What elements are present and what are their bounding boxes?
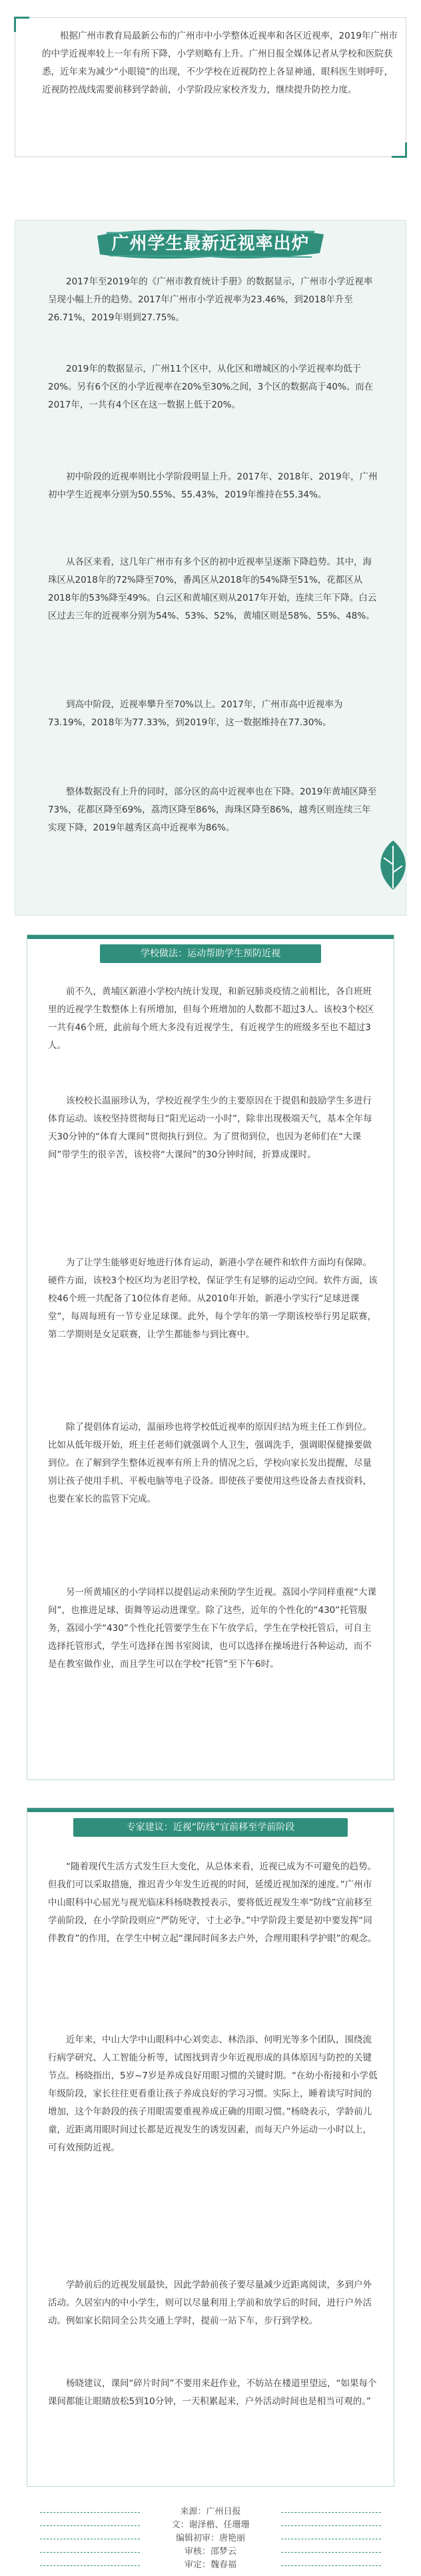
section2-paragraph-3: 学龄前后的近视发展最快，因此学龄前孩子要尽量减少近距离阅读，多到户外活动。久居室内的中小学生，则可以尽量利用上学前和放学后的时间，进行户外活动。例如家长陪同全公共交通上学时，提前一站下车，步行到学校。 <box>48 2280 372 2326</box>
corner-decoration-icon <box>14 17 29 32</box>
section1-paragraph-5: 另一所黄埔区的小学同样以提倡运动来预防学生近视。荔园小学同样重视“大课间”，也推进足球、街舞等运动进课堂。除了这些，近年的个性化的“430”托管服务，荔园小学“430”个性化托管要学生在下午放学后，学生在学校托管后，可自主选择托管形式，学生可选择在图书室阅读，也可以选择在操场进行各种运动，而不是在教室做作业，而且学生可以在学校“托管”至下午6时。 <box>48 1587 376 1670</box>
main-paragraph-4: 从各区来看，这几年广州市有多个区的初中近视率呈逐渐下降趋势。其中，海珠区从2018年的72%降至70%，番禺区从2018年的54%降至51%，花都区从2018年的53%降至49%。白云区和黄埔区则从2017年开始，连续三年下降。白云区过去三年的近视率分别为54%、53%、52%，黄埔区则是58%、55%、48%。 <box>48 557 377 621</box>
main-paragraph-5: 到高中阶段，近视率攀升至70%以上。2017年，广州市高中近视率为73.19%，2018年为77.33%，到2019年，这一数据维持在77.30%。 <box>48 699 343 728</box>
section1-paragraph-4: 除了提倡体育运动，温丽珍也将学校低近视率的原因归结为班主任工作到位。比如从低年级开始，班主任老师们就强调个人卫生，强调洗手，强调眼保健操要做到位。在了解到学生整体近视率有所上升的情况之后，学校向家长发出提醒，尽量别让孩子使用手机、平板电脑等电子设备。即使孩子要使用这些设备去查找资料，也要在家长的监管下完成。 <box>48 1422 372 1504</box>
section-top-bar <box>27 935 394 939</box>
main-title: 广州学生最新近视率出炉 <box>111 234 310 254</box>
section2-paragraph-2: 近年来，中山大学中山眼科中心刘奕志、林浩添、何明光等多个团队，围绕流行病学研究、人工智能分析等，试图找到青少年近视形成的具体原因与防控的关键节点。杨晓指出，5岁~7岁是养成良好用眼习惯的关键时期。“在幼小衔接和小学低年级阶段，家长往往更看重让孩子养成良好的学习习惯。实际上，睡着读写时间的增加，这个年龄段的孩子用眼需要重视养成正确的用眼习惯。”杨晓表示，学龄前儿童，近距离用眼时间过长都是近视发生的诱发因素，而每天户外运动一小时以上，可有效预防近视。 <box>48 2035 378 2153</box>
section2-heading <box>73 1818 348 1837</box>
section2-heading-label: 专家建议：近视“防线”宜前移至学前阶段 <box>73 1818 348 1837</box>
footer-editor: 编辑初审：唐艳丽 <box>175 2533 245 2543</box>
footer-source: 来源：广州日报 <box>180 2507 241 2517</box>
section-top-bar <box>27 1808 394 1812</box>
section2-paragraph-4: 杨晓建议，课间“碎片时间”不要用来赶作业，不妨站在楼道里望远，“如果每个课间都能让眼睛放松5到10分钟，一天积累起来，户外活动时间也是相当可观的。” <box>48 2378 377 2407</box>
footer-review: 审核：邵梦云 <box>184 2547 236 2557</box>
main-paragraph-2: 2019年的数据显示，广州11个区中，从化区和增城区的小学近视率均低于20%。另有6个区的小学近视率在20%至30%之间，3个区的数据高于40%。而在2017年，一共有4个区在这一数据上低于20%。 <box>48 364 374 410</box>
intro-box <box>15 17 406 157</box>
leaf-icon <box>373 838 413 891</box>
section1-heading-label: 学校做法：运动帮助学生预防近视 <box>100 944 321 963</box>
section1-paragraph-1: 前不久，黄埔区新港小学校内统计发现，和新冠肺炎疫情之前相比，各自班班里的近视学生数整体上有所增加，但每个班增加的人数都不超过3人。该校3个校区一共有46个班，此前每个班大多没有近视学生，有近视学生的班级多至也不超过3人。 <box>48 986 374 1051</box>
section1-heading <box>100 944 321 963</box>
section1-paragraph-3: 为了让学生能够更好地进行体育运动，新港小学在硬件和软件方面均有保障。硬件方面，该校3个校区均为老旧学校，保证学生有足够的运动空间。软件方面，该校46个班一共配备了10位体育老师。从2010年开始，新港小学实行“足球进课堂”，每周每班有一节专业足球课。此外，每个学年的第一学期该校举行男足联赛，第二学期则是女足联赛，让学生都能参与到比赛中。 <box>48 1257 378 1340</box>
main-paragraph-1: 2017年至2019年的《广州市教育统计手册》的数据显示，广州市小学近视率呈现小幅上升的趋势。2017年广州市小学近视率为23.46%，到2018年升至26.71%，2019年则到27.75%。 <box>48 276 373 323</box>
corner-decoration-icon <box>392 143 407 158</box>
section1-paragraph-2: 该校校长温丽珍认为，学校近视学生少的主要原因在于提倡和鼓励学生多进行体育运动。该校坚持贯彻每日“阳光运动一小时”，除非出现极端天气，基本全年每天30分钟的“体育大课间”贯彻执行到位。为了贯彻到位，也因为老师们在“大课间”带学生的很辛苦，该校将“大课间”的30分钟时间，折算成课时。 <box>48 1096 372 1160</box>
intro-text: 根据广州市教育局最新公布的广州市中小学整体近视率和各区近视率，2019年广州市的中学近视率较上一年有所下降，小学则略有上升。广州日报全媒体记者从学校和医院获悉，近年来为减少“小眼镜”的出现，不少学校在近视防控上各显神通，眼科医生则呼吁，近视防控战线需要前移到学龄前，小学阶段应家校齐发力，继续提升防控力度。 <box>42 31 398 95</box>
section2-paragraph-1: “随着现代生活方式发生巨大变化，从总体来看，近视已成为不可避免的趋势。但我们可以采取措施，推迟青少年发生近视的时间，延缓近视加深的速度。”广州市中山眼科中心屈光与视光临床科杨晓教授表示，要将低近视发生率“防线”宜前移至学前阶段，在小学阶段则应“严防死守，寸土必争。”中学阶段主要是初中要发挥“同伴教育”的作用，在学生中树立起“课间时间多去户外，合理用眼科学护眼”的观念。 <box>48 1861 377 1944</box>
footer-final: 审定：魏春福 <box>184 2560 236 2570</box>
title-banner <box>93 226 328 261</box>
main-paragraph-6: 整体数据没有上升的同时，部分区的高中近视率也在下降。2019年黄埔区降至73%，花都区降至69%，荔湾区降至86%，海珠区降至86%，越秀区则连续三年实现下降，2019年越秀区高中近视率为86%。 <box>48 787 377 833</box>
main-paragraph-3: 初中阶段的近视率则比小学阶段明显上升。2017年、2018年、2019年，广州初中学生近视率分别为50.55%、55.43%，2019年维持在55.34%。 <box>48 472 378 500</box>
footer-writers: 文：谢泽楷、任珊珊 <box>171 2520 250 2530</box>
